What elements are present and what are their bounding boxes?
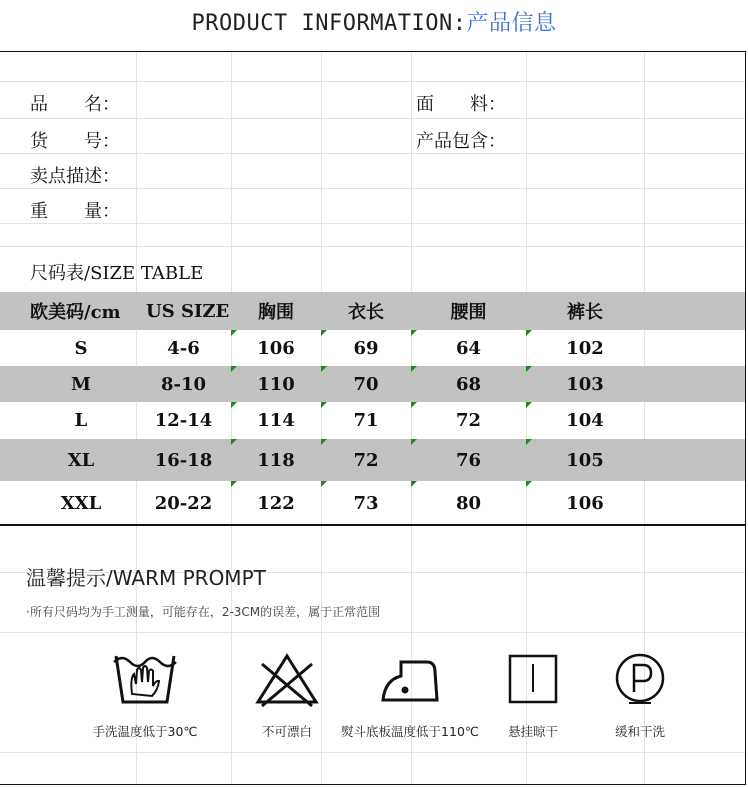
info-sheet — [0, 51, 746, 785]
care-dry-clean — [565, 650, 715, 740]
cell-marker — [321, 366, 327, 372]
chest-value: 114 — [257, 410, 295, 431]
size-us: 8-10 — [160, 373, 207, 395]
cell-marker — [411, 481, 417, 487]
care-label: 不可漂白 — [261, 724, 312, 739]
table-row — [0, 402, 745, 439]
product-name-label: 品 名： — [30, 94, 120, 115]
cell-marker — [526, 481, 532, 487]
cell-marker — [526, 330, 532, 336]
size-eu: L — [74, 410, 88, 431]
size-us: 16-18 — [154, 449, 213, 471]
length-value: 71 — [353, 410, 379, 431]
size-eu: S — [74, 337, 88, 359]
grid-line — [0, 81, 745, 82]
table-row — [0, 439, 745, 481]
pants-length-value: 106 — [566, 492, 604, 514]
length-value: 69 — [353, 337, 379, 359]
waist-value: 76 — [455, 449, 482, 471]
cell-marker — [526, 366, 532, 372]
chest-value: 122 — [257, 492, 295, 514]
fabric-label: 面 料： — [416, 94, 506, 115]
grid-line — [0, 223, 745, 224]
header-waist: 腰围 — [450, 302, 487, 323]
size-us: 12-14 — [154, 410, 213, 431]
dry-clean-icon — [605, 650, 675, 710]
size-us: 4-6 — [167, 337, 200, 359]
package-contents-label: 产品包含： — [416, 131, 506, 152]
cell-marker — [411, 402, 417, 408]
cell-marker — [231, 366, 237, 372]
care-hand-wash — [70, 650, 220, 740]
cell-marker — [411, 439, 417, 445]
cell-marker — [231, 330, 237, 336]
title-chinese: 产品信息 — [466, 11, 557, 36]
size-eu: XL — [67, 449, 95, 471]
care-label: 手洗温度低于30℃ — [92, 724, 198, 739]
page-header — [0, 0, 748, 50]
size-table-header — [0, 292, 745, 330]
iron-icon — [375, 650, 445, 710]
grid-line — [0, 752, 745, 753]
pants-length-value: 104 — [566, 410, 604, 431]
table-row — [0, 330, 745, 366]
section-divider — [0, 524, 745, 526]
cell-marker — [231, 439, 237, 445]
header-chest: 胸围 — [258, 302, 294, 323]
header-length: 衣长 — [348, 302, 384, 323]
waist-value: 80 — [455, 492, 482, 514]
cell-marker — [321, 439, 327, 445]
selling-point-label: 卖点描述： — [30, 166, 120, 187]
waist-value: 68 — [455, 373, 482, 395]
grid-line — [0, 246, 745, 247]
cell-marker — [321, 330, 327, 336]
cell-marker — [231, 481, 237, 487]
care-label: 悬挂晾干 — [507, 724, 558, 739]
grid-line — [0, 188, 745, 189]
pants-length-value: 102 — [566, 337, 604, 359]
chest-value: 118 — [257, 449, 295, 471]
grid-line — [0, 632, 745, 633]
hand-wash-icon — [110, 650, 180, 710]
length-value: 70 — [353, 373, 379, 395]
sku-label: 货 号： — [30, 131, 120, 152]
size-table-title: 尺码表/SIZE TABLE — [30, 263, 204, 284]
length-value: 72 — [353, 449, 379, 471]
size-eu: M — [71, 373, 91, 395]
table-row — [0, 481, 745, 525]
cell-marker — [411, 330, 417, 336]
size-us: 20-22 — [154, 492, 213, 514]
care-label: 缓和干洗 — [614, 724, 665, 739]
table-row — [0, 366, 745, 402]
length-value: 73 — [353, 492, 379, 514]
page-title — [0, 6, 748, 37]
header-eu-size: 欧美码/cm — [30, 302, 121, 323]
cell-marker — [526, 439, 532, 445]
care-label: 熨斗底板温度低于110℃ — [341, 724, 479, 739]
cell-marker — [526, 402, 532, 408]
cell-marker — [231, 402, 237, 408]
measurement-note: ·所有尺码均为手工测量，可能存在，2-3CM的误差，属于正常范围 — [26, 605, 381, 619]
title-english: PRODUCT INFORMATION: — [191, 11, 467, 36]
header-pants-length: 裤长 — [567, 302, 603, 323]
grid-line — [0, 118, 745, 119]
chest-value: 106 — [257, 337, 295, 359]
pants-length-value: 105 — [566, 449, 604, 471]
chest-value: 110 — [257, 373, 295, 395]
pants-length-value: 103 — [566, 373, 604, 395]
no-bleach-icon — [252, 650, 322, 710]
weight-label: 重 量： — [30, 201, 120, 222]
waist-value: 64 — [455, 337, 482, 359]
warm-prompt-title: 温馨提示/WARM PROMPT — [26, 566, 266, 590]
grid-line — [0, 153, 745, 154]
cell-marker — [411, 366, 417, 372]
cell-marker — [321, 402, 327, 408]
waist-value: 72 — [455, 410, 482, 431]
hang-dry-icon — [498, 650, 568, 710]
header-us-size: US SIZE — [146, 300, 230, 322]
size-eu: XXL — [60, 492, 102, 514]
cell-marker — [321, 481, 327, 487]
